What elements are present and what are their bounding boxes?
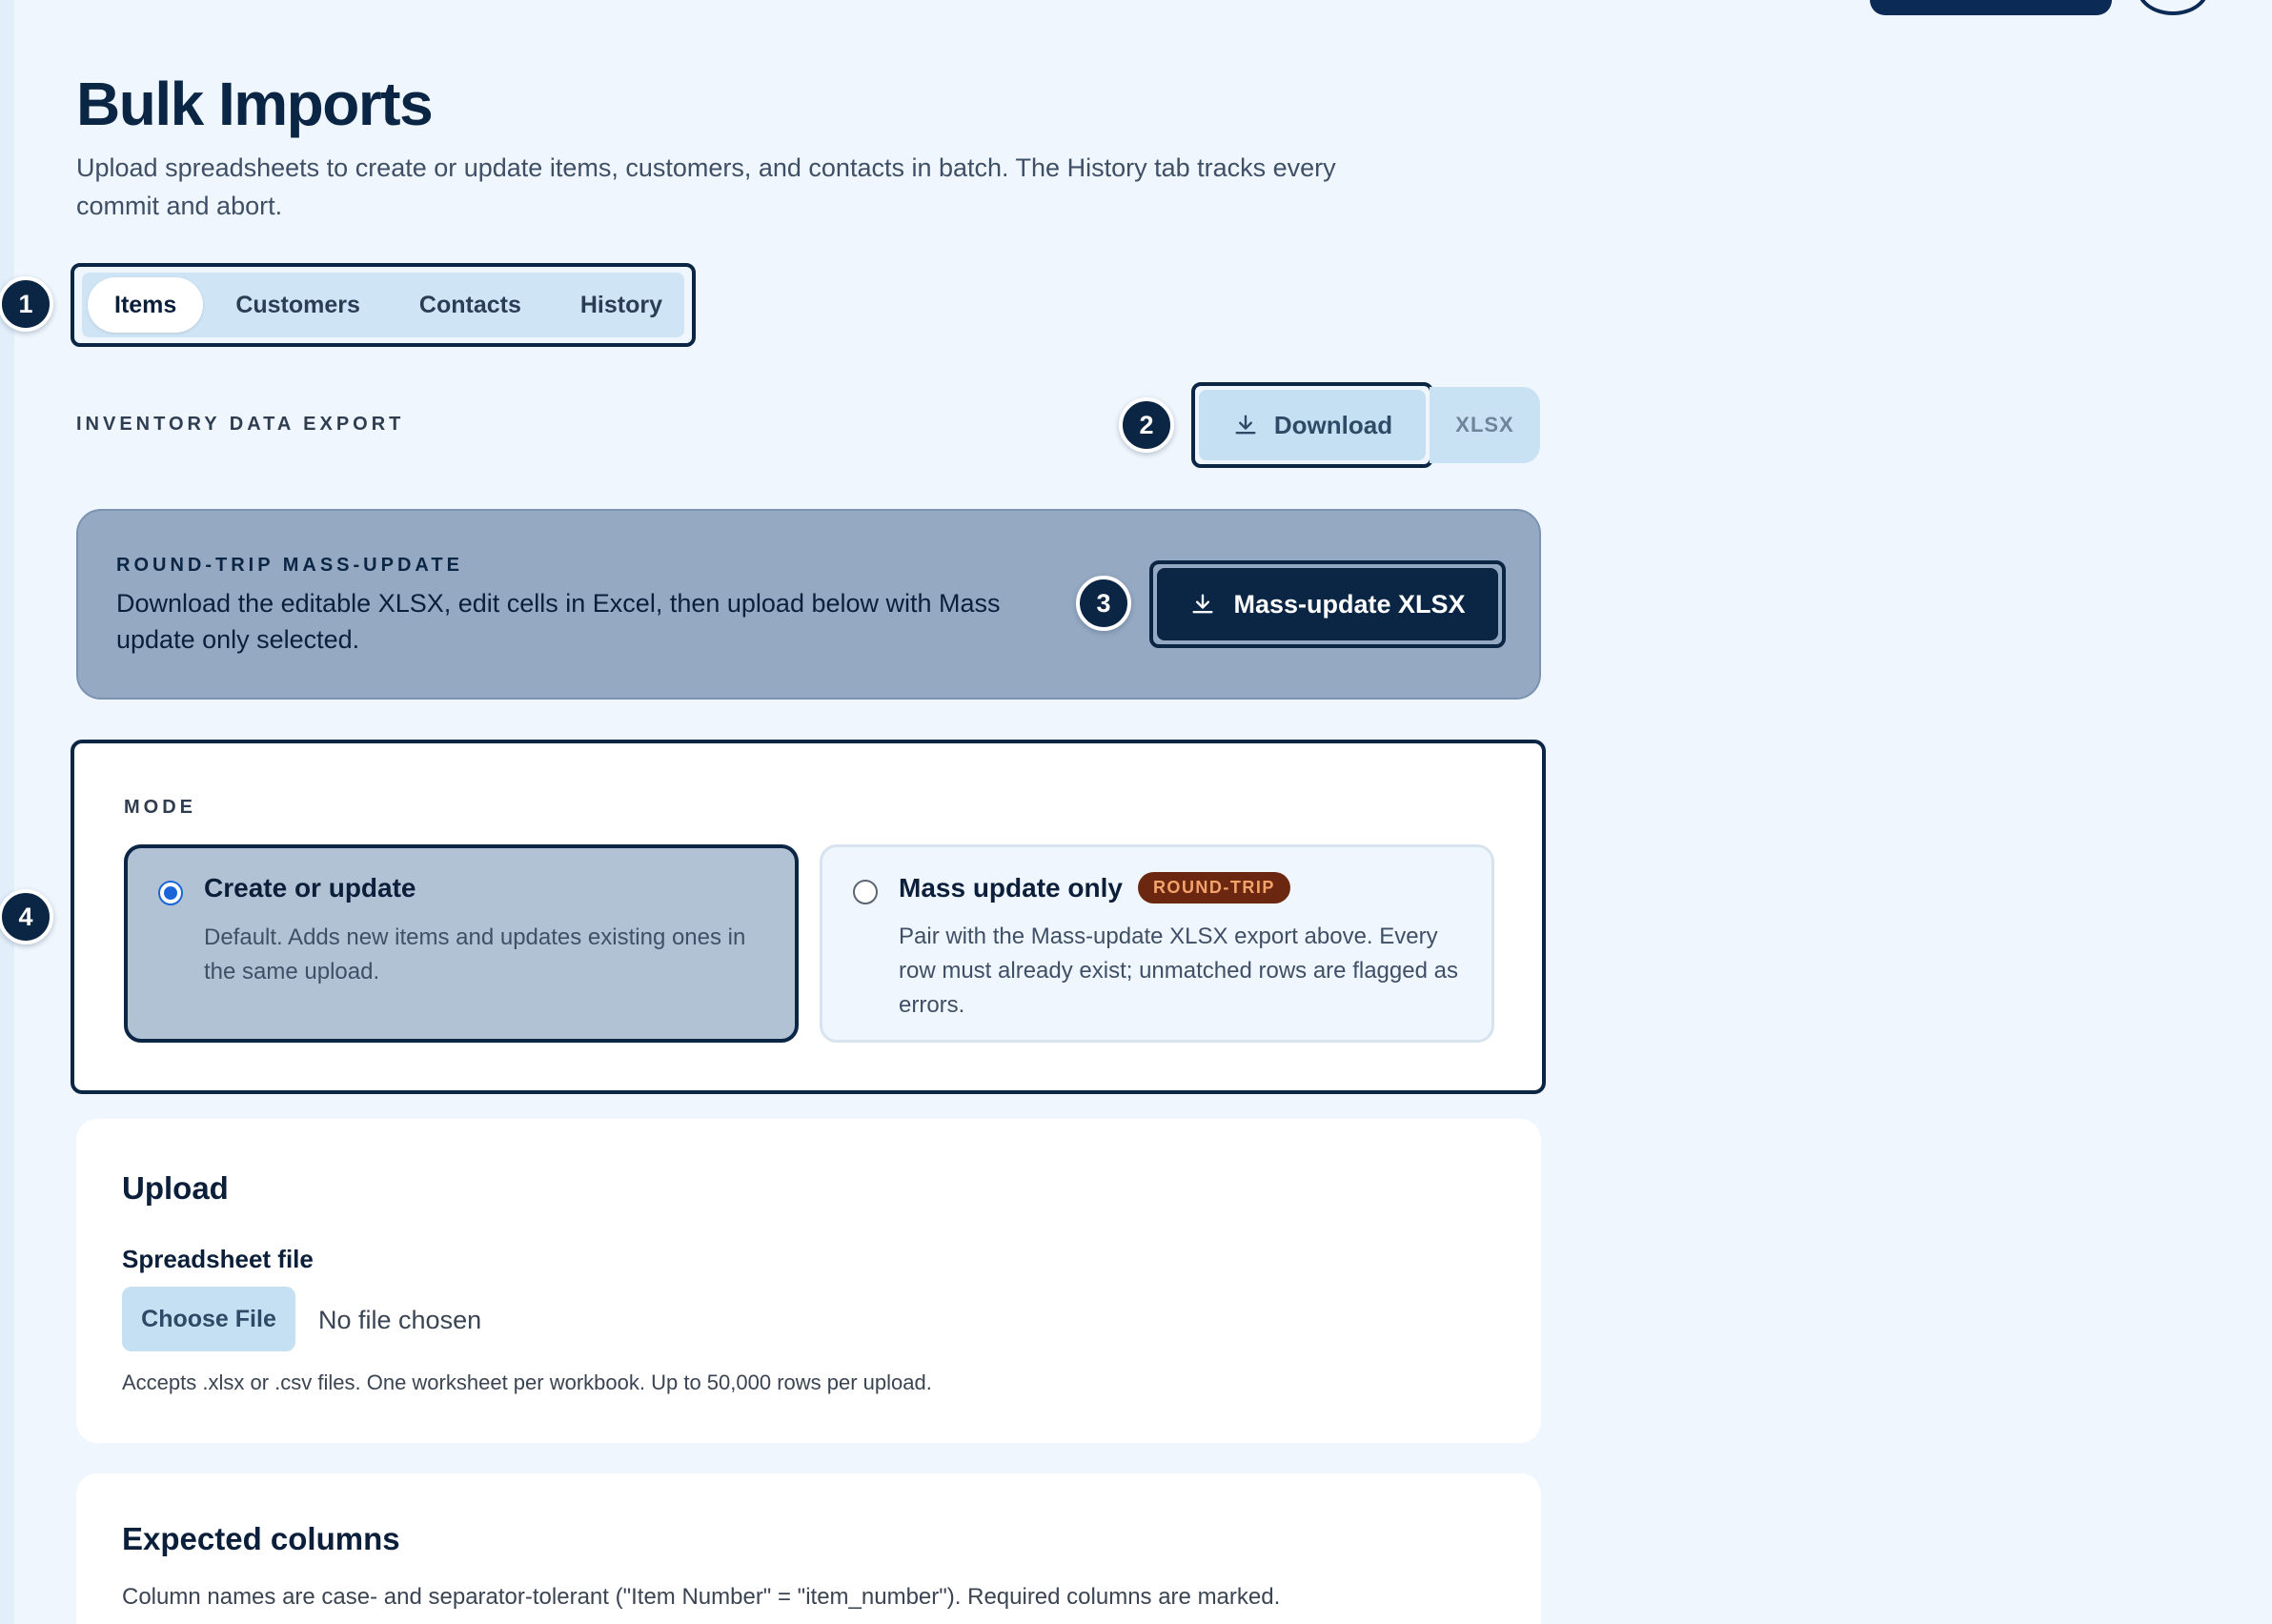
mass-update-xlsx-button[interactable] — [1157, 568, 1498, 640]
download-highlight-frame — [1191, 382, 1433, 468]
page-description: Upload spreadsheets to create or update items, customers, and contacts in batch. The History tab tracks every commit and abort. — [76, 153, 1336, 220]
option-title — [204, 873, 416, 903]
mode-option-create-or-update[interactable] — [124, 844, 799, 1043]
avatar[interactable] — [2137, 0, 2209, 15]
tab-bar — [82, 273, 684, 337]
option-title — [899, 872, 1290, 903]
export-section-label: INVENTORY DATA EXPORT — [76, 414, 405, 435]
step-badge-2: 2 — [1119, 397, 1174, 453]
download-icon — [1232, 412, 1259, 438]
option-description: Pair with the Mass-update XLSX export above. Every row must already exist; unmatched rows are flagged as errors. — [899, 924, 1458, 1018]
left-rail — [0, 0, 14, 1624]
header-action-button[interactable] — [1870, 0, 2112, 15]
mode-label: MODE — [124, 797, 196, 818]
mass-update-highlight-frame — [1149, 560, 1506, 648]
download-label: Download — [1273, 410, 1393, 439]
mass-update-label: Mass-update XLSX — [1233, 589, 1466, 619]
no-file-text: No file chosen — [318, 1306, 482, 1334]
step-badge-3: 3 — [1076, 576, 1131, 631]
download-button[interactable] — [1199, 390, 1426, 460]
upload-title: Upload — [122, 1170, 229, 1206]
tab-items[interactable]: Items — [88, 277, 203, 333]
roundtrip-text: Download the editable XLSX, edit cells in Excel, then upload below with Mass update only selected. — [116, 589, 1001, 654]
tab-contacts[interactable]: Contacts — [418, 291, 521, 318]
page-title: Bulk Imports — [76, 70, 433, 138]
option-title-text: Create or update — [204, 873, 416, 903]
expected-columns-title: Expected columns — [122, 1521, 400, 1556]
upload-help-text: Accepts .xlsx or .csv files. One worksheet per workbook. Up to 50,000 rows per upload. — [122, 1370, 932, 1394]
choose-file-button[interactable]: Choose File — [122, 1287, 295, 1351]
step-badge-4: 4 — [0, 889, 53, 944]
radio-mass-update-only[interactable] — [853, 880, 878, 904]
radio-create-or-update[interactable] — [158, 881, 183, 905]
roundtrip-label: ROUND-TRIP MASS-UPDATE — [116, 555, 463, 576]
format-chip-xlsx[interactable]: XLSX — [1430, 387, 1540, 463]
mode-option-mass-update-only[interactable] — [820, 844, 1494, 1043]
option-title-text: Mass update only — [899, 872, 1123, 903]
tab-history[interactable]: History — [579, 291, 663, 318]
download-icon — [1189, 591, 1216, 618]
round-trip-badge: ROUND-TRIP — [1138, 872, 1290, 903]
tabs-highlight-frame — [71, 263, 696, 347]
spreadsheet-file-label: Spreadsheet file — [122, 1245, 314, 1273]
step-badge-1: 1 — [0, 276, 53, 332]
tab-customers[interactable]: Customers — [235, 291, 360, 318]
expected-columns-card — [76, 1473, 1541, 1624]
mode-card — [71, 740, 1546, 1094]
upload-card — [76, 1119, 1541, 1443]
option-description: Default. Adds new items and updates existing ones in the same upload. — [204, 924, 746, 985]
expected-columns-description: Column names are case- and separator-tolerant ("Item Number" = "item_number"). Required columns are marked. — [122, 1584, 1281, 1610]
